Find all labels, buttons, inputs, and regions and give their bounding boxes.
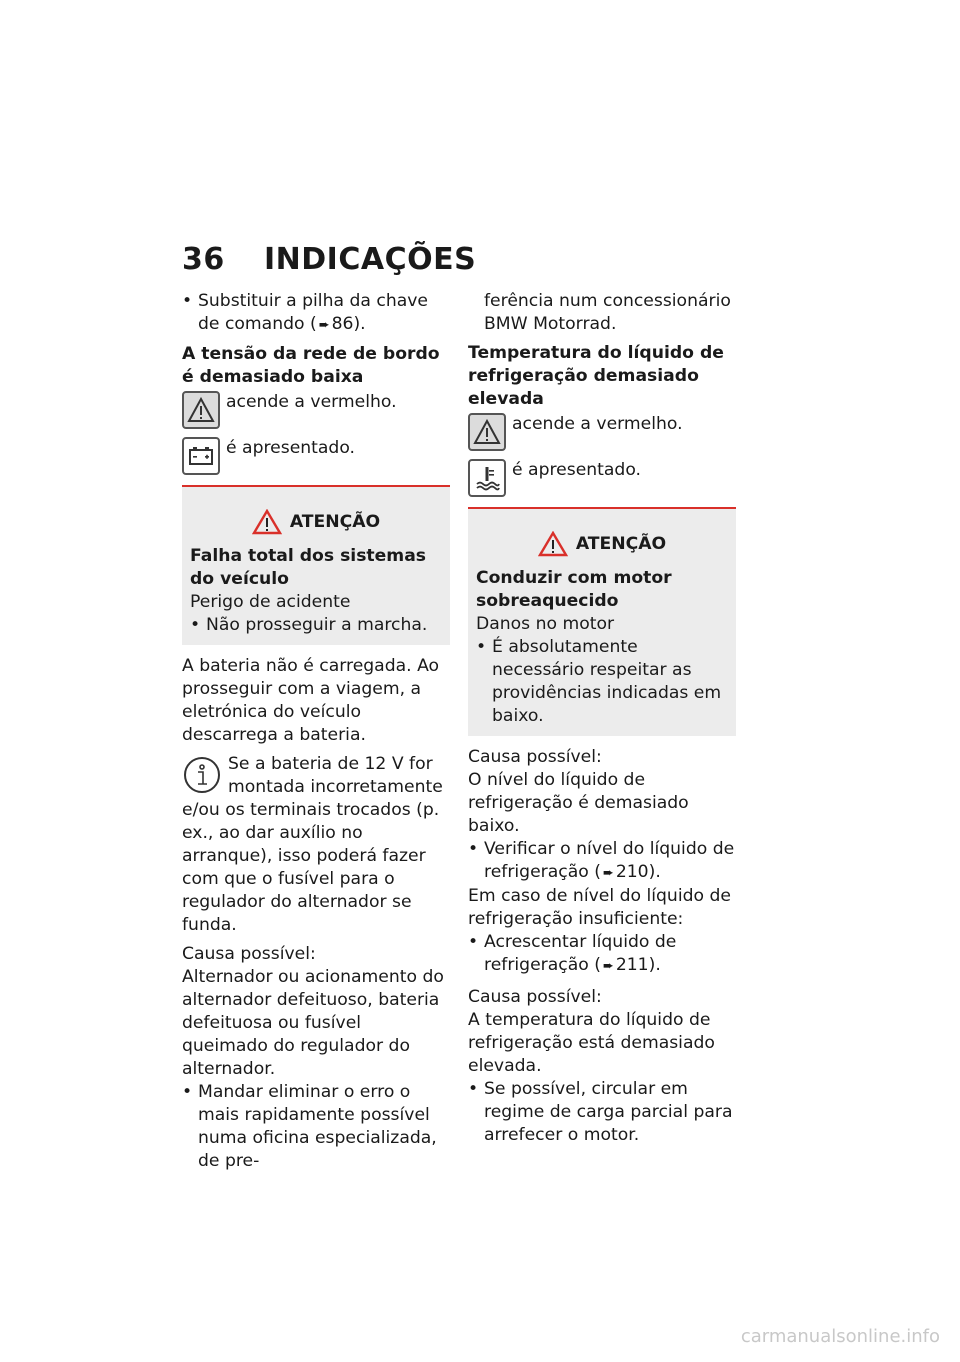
bullet-replace-battery: [182, 290, 450, 337]
cause-label: Causa possível:: [182, 944, 316, 964]
cause-label: Causa possível:: [468, 747, 602, 767]
indicator-text: acende a vermelho.: [512, 414, 683, 434]
right-column: [468, 290, 736, 1153]
warning-subtitle: Conduzir com motor sobreaquecido: [476, 568, 672, 611]
bullet-add-coolant: [468, 931, 736, 978]
section-heading-voltage: A tensão da rede de bordo é demasiado baixa: [182, 344, 440, 387]
indicator-text: acende a vermelho.: [226, 392, 397, 412]
cause-label: Causa possível:: [468, 987, 602, 1007]
warning-title: ATENÇÃO: [575, 533, 667, 554]
page-header: [182, 240, 476, 280]
indicator-text: é apresentado.: [512, 460, 642, 480]
section-heading-coolant: Temperatura do líquido de refrigeração demasiado elevada: [468, 343, 724, 409]
indicator-row: [468, 459, 736, 497]
reference-arrow-icon: ➨: [602, 866, 614, 881]
page-number: 36: [182, 242, 225, 277]
bullet-check-coolant: [468, 838, 736, 885]
warning-box: [468, 507, 736, 736]
indicator-row: [468, 413, 736, 451]
bullet-text: Acrescentar líquido de refrigeração (: [484, 932, 677, 975]
paragraph: A bateria não é carregada. Ao prosseguir com a viagem, a eletrónica do veículo descarrega a bateria.: [182, 656, 440, 745]
reference-arrow-icon: ➨: [318, 318, 330, 333]
page-reference[interactable]: 210).: [615, 862, 661, 882]
bullet-text: Substituir a pilha da chave de comando (: [198, 291, 428, 334]
warning-box: [182, 485, 450, 645]
battery-icon: [182, 437, 220, 475]
warning-title: ATENÇÃO: [289, 511, 381, 532]
warning-triangle-icon: [182, 391, 220, 429]
bullet-partial-load: • Se possível, circular em regime de carga parcial para arrefecer o motor.: [468, 1078, 736, 1147]
left-column: [182, 290, 450, 1179]
info-text: Se a bateria de 12 V for montada incorretamente e/ou os terminais trocados (p. ex., ao dar auxílio no arranque), isso poderá fazer com que o fusível para o regulador do alternador se funda.: [182, 754, 443, 935]
condition-text: Em caso de nível do líquido de refrigeração insuficiente:: [468, 886, 731, 929]
warning-triangle-icon: [538, 531, 568, 557]
coolant-temperature-icon: [468, 459, 506, 497]
warning-line: Danos no motor: [476, 614, 615, 634]
warning-bullet: • Não prosseguir a marcha.: [190, 614, 442, 637]
continued-text: ferência num concessionário BMW Motorrad.: [484, 291, 731, 334]
warning-header: [476, 531, 728, 557]
cause-text: O nível do líquido de refrigeração é demasiado baixo.: [468, 770, 689, 836]
bullet-text: Verificar o nível do líquido de refrigeração (: [484, 839, 735, 882]
warning-triangle-icon: [468, 413, 506, 451]
page-reference[interactable]: 86).: [331, 314, 366, 334]
warning-header: [190, 509, 442, 535]
warning-line: Perigo de acidente: [190, 592, 351, 612]
indicator-row: [182, 391, 450, 429]
page-title: INDICAÇÕES: [264, 242, 477, 277]
info-note: [182, 753, 450, 937]
reference-arrow-icon: ➨: [602, 959, 614, 974]
warning-bullet: • É absolutamente necessário respeitar as providências indicadas em baixo.: [476, 636, 728, 728]
warning-triangle-icon: [252, 509, 282, 535]
indicator-row: [182, 437, 450, 475]
warning-subtitle: Falha total dos sistemas do veículo: [190, 546, 427, 589]
bullet-repair: • Mandar eliminar o erro o mais rapidamente possível numa oficina especializada, de pre-: [182, 1081, 450, 1173]
cause-text: Alternador ou acionamento do alternador defeituoso, bateria defeituosa ou fusível queimado do regulador do alternador.: [182, 967, 444, 1079]
info-icon: [182, 755, 222, 795]
cause-text: A temperatura do líquido de refrigeração está demasiado elevada.: [468, 1010, 715, 1076]
watermark: carmanualsonline.info: [740, 1326, 940, 1347]
indicator-text: é apresentado.: [226, 438, 356, 458]
page-reference[interactable]: 211).: [615, 955, 661, 975]
